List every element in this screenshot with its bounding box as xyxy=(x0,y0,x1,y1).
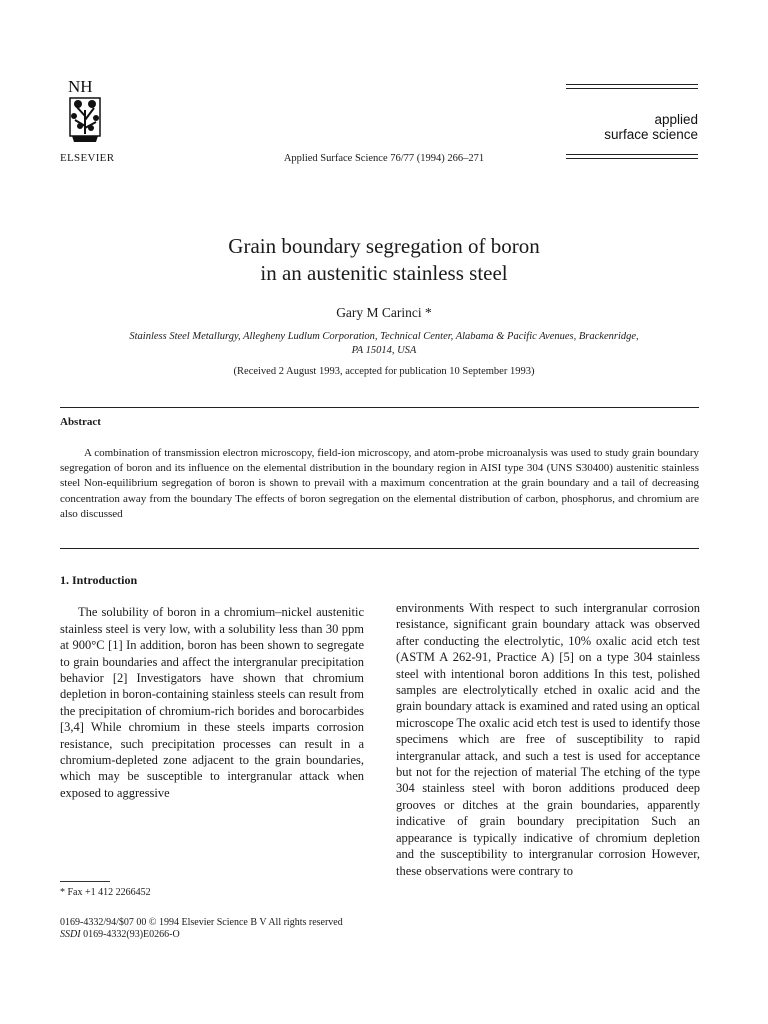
author-name: Gary M Carinci * xyxy=(336,305,432,320)
title-line-2: in an austenitic stainless steel xyxy=(260,261,508,285)
abstract-body: A combination of transmission electron microscopy, field-ion microscopy, and atom-probe microanalysis was used to study grain boundary segregation of boron and its influence on the elemental distribution in the boundary region in AISI type 304 (UNS S30400) austenitic stainless steel Non-equilibrium segregation of boron is shown to prevail with a maximum concentration at the grain boundary and a tail of decreasing concentration away from the boundary The effects of boron segregation on the elemental distribution of carbon, phosphorus, and chromium are also discussed xyxy=(60,447,699,520)
footnote-rule xyxy=(60,881,110,882)
section-heading: 1. Introduction xyxy=(60,573,138,587)
elsevier-logo-icon xyxy=(58,76,114,150)
abstract-rule-top xyxy=(60,407,699,408)
journal-rule-top-2 xyxy=(566,88,698,89)
title-line-1: Grain boundary segregation of boron xyxy=(228,234,540,258)
copyright-line: 0169-4332/94/$07 00 © 1994 Elsevier Science B V All rights reserved xyxy=(60,917,343,928)
author-footnote: * Fax +1 412 2266452 xyxy=(60,887,151,898)
intro-paragraph-right: environments With respect to such intergranular corrosion resistance, significant grain boundary attack was observed after conducting the electrolytic, 10% oxalic acid etch test (ASTM A 262-91, Practice A) [5] on a type 304 stainless steel with intentional boron additions In this test, polished samples are electrolytically etched in oxalic acid and the grain boundary attack is examined and rated using an optical microscope The oxalic acid etch test is used to identify those specimens which are free of susceptibility to rapid intergranular attack, and such a test is used for acceptance but not for the rejection of material The etching of the type 304 stainless steel with boron additions produced deep grooves or ditches at the grain boundaries, apparently indicative of grain boundary precipitation Such an appearance is typically indicative of chromium depletion and the susceptibility to intergranular corrosion However, these observations were contrary to xyxy=(396,601,700,878)
journal-logo-line1: applied xyxy=(654,112,698,127)
abstract-heading: Abstract xyxy=(60,416,101,428)
publisher-name: ELSEVIER xyxy=(60,152,115,164)
journal-logo-line2: surface science xyxy=(604,127,698,142)
affiliation-line-1: Stainless Steel Metallurgy, Allegheny Ludlum Corporation, Technical Center, Alabama & Pacific Avenues, Brackenridge, xyxy=(129,331,639,342)
abstract-rule-bottom xyxy=(60,548,699,549)
received-dates: (Received 2 August 1993, accepted for publication 10 September 1993) xyxy=(233,366,535,377)
article-title xyxy=(0,233,768,287)
journal-rule-bottom-1 xyxy=(566,154,698,155)
ssdi-label: SSDI xyxy=(60,929,81,940)
ssdi-value: 0169-4332(93)E0266-O xyxy=(83,929,180,940)
intro-paragraph-left: The solubility of boron in a chromium–nickel austenitic stainless steel is very low, with a solubility less than 30 ppm at 900°C [1] In addition, boron has been shown to segregate to grain boundaries and affect the intergranular precipitation behavior [2] Investigators have shown that chromium depletion in boron-containing stainless steels can result from the precipitation of chromium-rich borides and borocarbides [3,4] While chromium in these steels imparts corrosion resistance, such precipitation processes can result in a chromium-depleted zone adjacent to the grain boundaries, which may be susceptible to intergranular attack when exposed to aggressive xyxy=(60,605,364,800)
body-column-right xyxy=(396,600,700,879)
journal-citation: Applied Surface Science 76/77 (1994) 266–271 xyxy=(283,153,485,164)
body-column-left xyxy=(60,572,364,801)
journal-rule-top-1 xyxy=(566,84,698,85)
journal-rule-bottom-2 xyxy=(566,158,698,159)
svg-text:NH: NH xyxy=(68,77,93,96)
affiliation-line-2: PA 15014, USA xyxy=(351,345,417,356)
journal-logo xyxy=(566,112,698,142)
author-affiliation xyxy=(80,330,688,358)
ssdi-line xyxy=(60,929,180,940)
